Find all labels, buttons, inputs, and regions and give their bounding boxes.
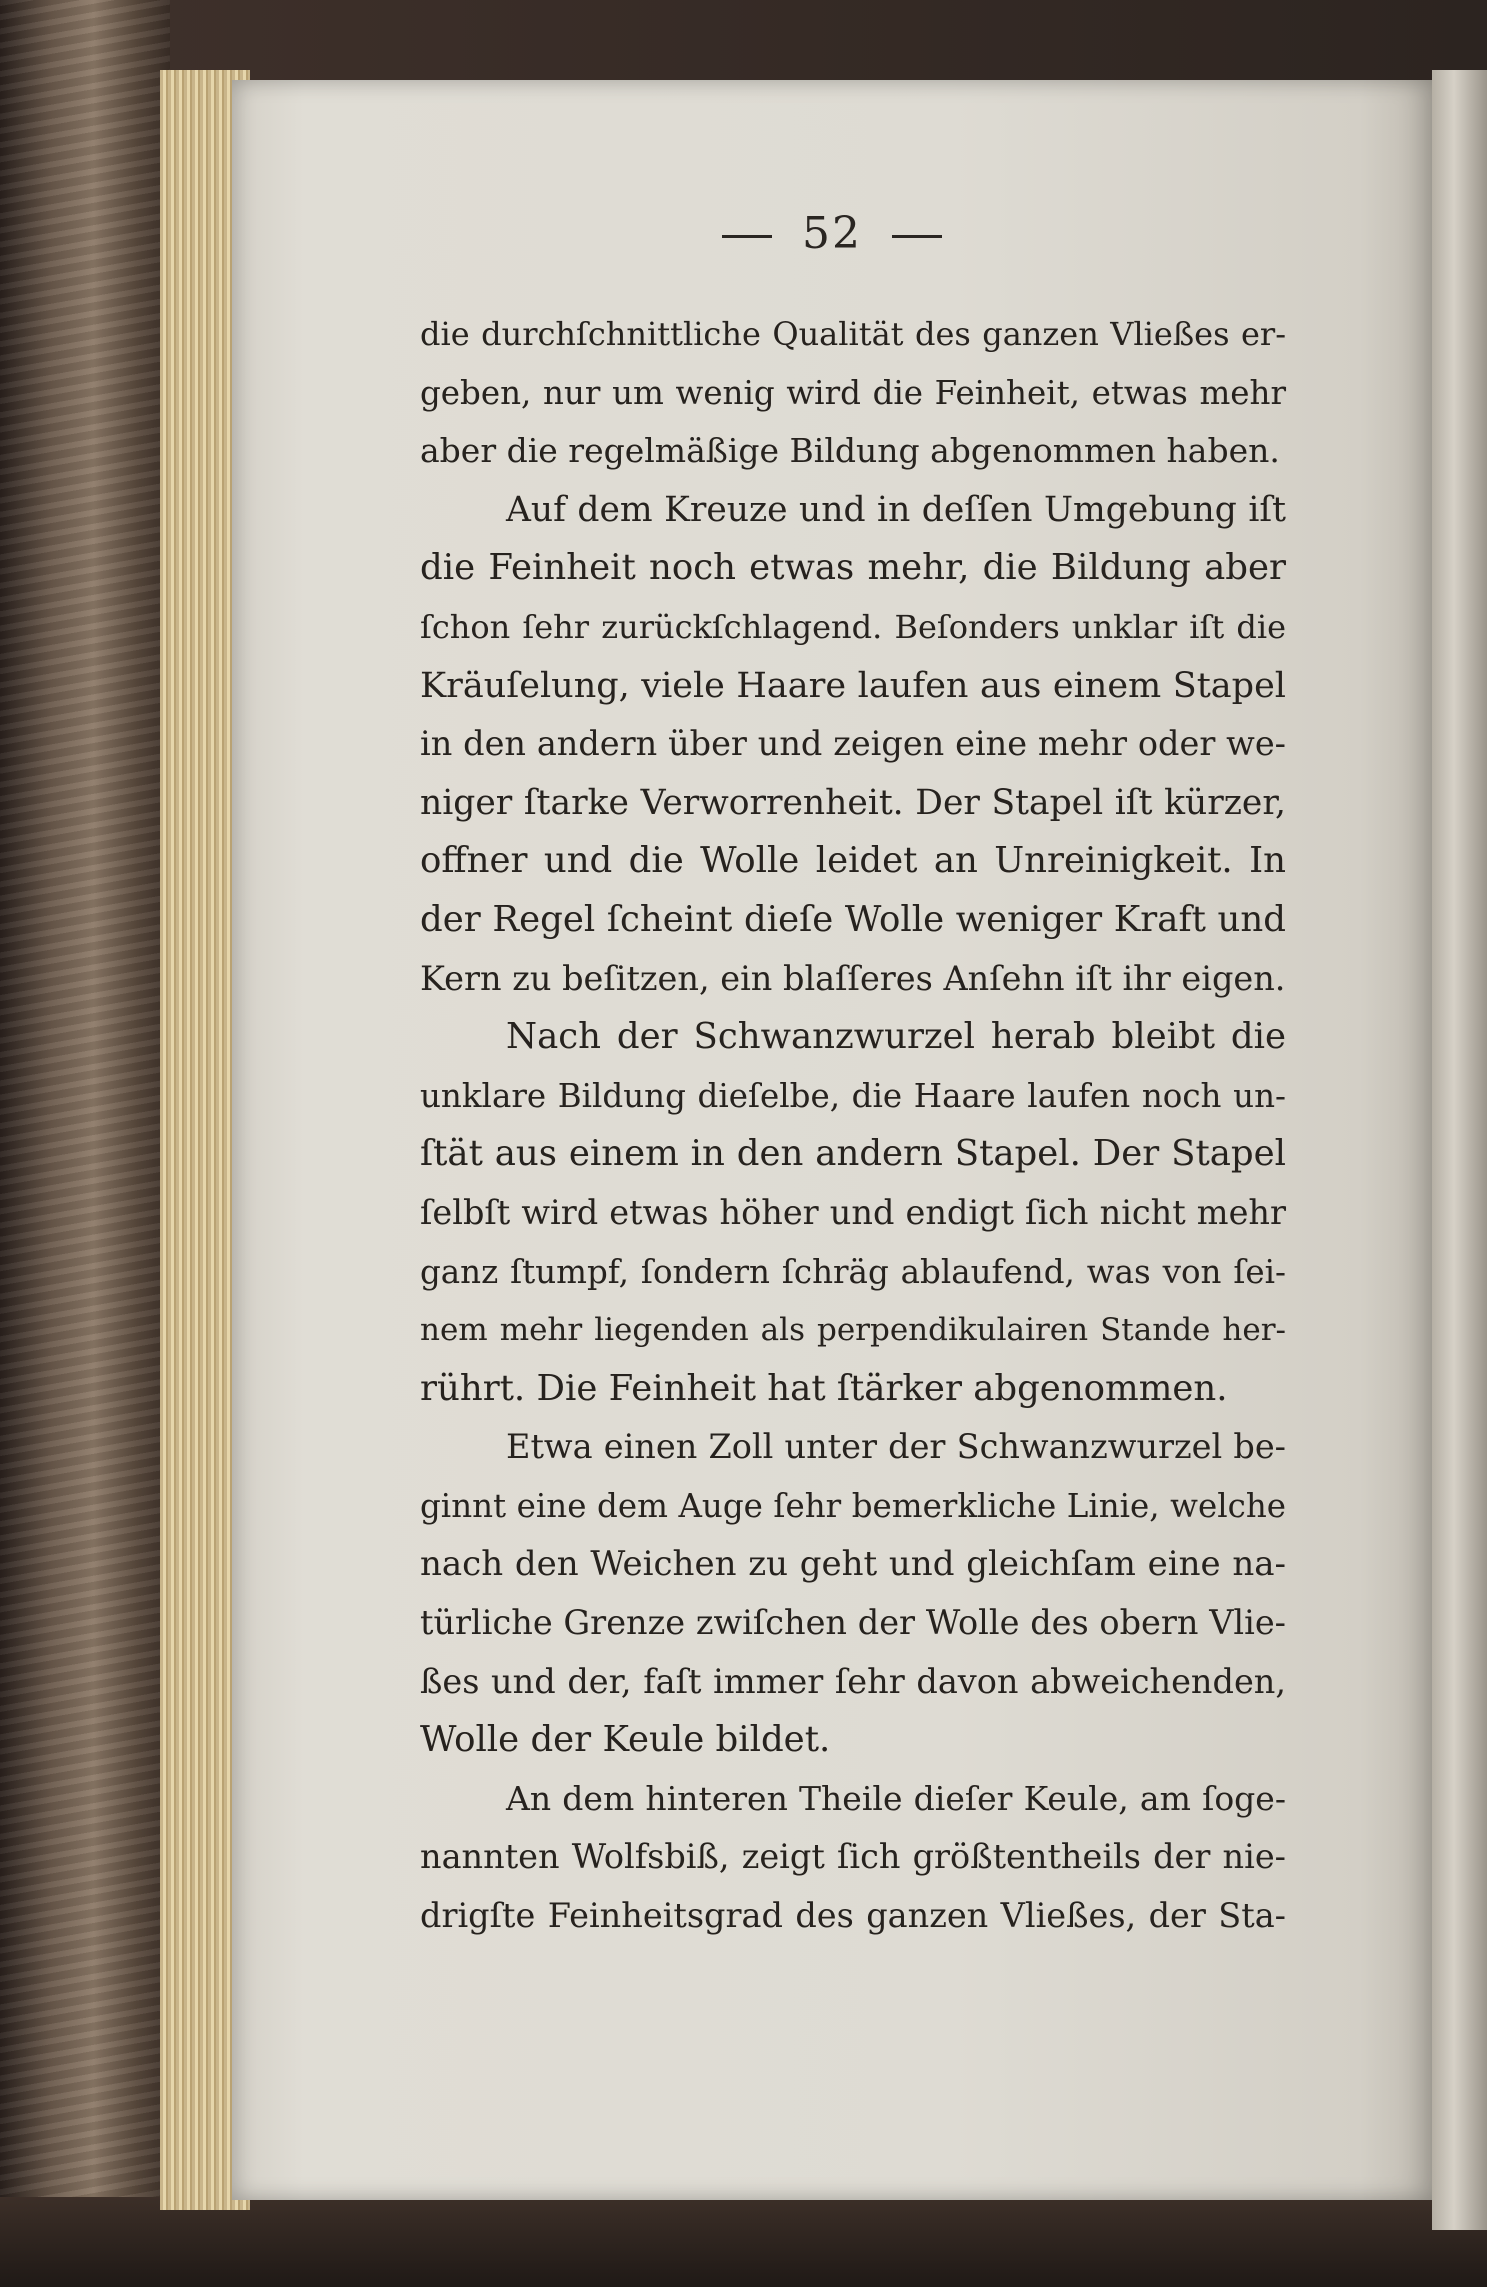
- text-line: Kräuſelung, viele Haare laufen aus einem Stapel: [420, 665, 1286, 706]
- page-text-body: [420, 305, 1286, 1946]
- text-line: drigſte Feinheitsgrad des ganzen Vließes, der Sta-: [420, 1896, 1286, 1936]
- page-number-header: [232, 208, 1432, 259]
- text-line: Nach der Schwanzwurzel herab bleibt die: [506, 1016, 1286, 1058]
- text-line: nannten Wolfsbiß, zeigt ſich größtentheils der nie-: [420, 1837, 1286, 1877]
- text-line: geben, nur um wenig wird die Feinheit, etwas mehr: [420, 373, 1286, 412]
- header-dash-right: [892, 235, 942, 238]
- text-line: die durchſchnittliche Qualität des ganzen Vließes er-: [420, 315, 1286, 353]
- text-line: ſtät aus einem in den andern Stapel. Der Stapel: [420, 1133, 1286, 1175]
- text-line: nem mehr liegenden als perpendikulairen Stande her-: [420, 1312, 1286, 1349]
- text-line: nach den Weichen zu geht und gleichſam eine na-: [420, 1544, 1286, 1585]
- text-line: offner und die Wolle leidet an Unreinigkeit. In: [420, 840, 1286, 882]
- text-line: türliche Grenze zwiſchen der Wolle des obern Vlie-: [420, 1603, 1286, 1643]
- text-line: die Feinheit noch etwas mehr, die Bildung aber: [420, 547, 1286, 589]
- text-line: Etwa einen Zoll unter der Schwanzwurzel be-: [506, 1427, 1286, 1467]
- page-number: 52: [802, 208, 862, 259]
- text-line: Wolle der Keule bildet.: [420, 1719, 831, 1761]
- text-line: ſchon ſehr zurückſchlagend. Beſonders unklar iſt die: [420, 607, 1286, 646]
- text-line: der Regel ſcheint dieſe Wolle weniger Kraft und: [420, 898, 1286, 940]
- text-line: Auf dem Kreuze und in deſſen Umgebung iſt: [506, 489, 1286, 530]
- book-cover-left: [0, 0, 170, 2287]
- text-line: in den andern über und zeigen eine mehr oder we-: [420, 724, 1286, 764]
- text-line: Kern zu beſitzen, ein blaſſeres Anſehn iſt ihr eigen.: [420, 958, 1286, 998]
- text-line: rührt. Die Feinheit hat ſtärker abgenommen.: [420, 1367, 1228, 1409]
- facing-page-edge: [1432, 70, 1487, 2230]
- text-line: ſelbſt wird etwas höher und endigt ſich nicht mehr: [420, 1192, 1286, 1232]
- text-line: unklare Bildung dieſelbe, die Haare laufen noch un-: [420, 1076, 1286, 1115]
- book-cover-bottom: [0, 2197, 1487, 2287]
- text-line: ßes und der, faſt immer ſehr davon abweichenden,: [420, 1661, 1286, 1701]
- header-dash-left: [722, 235, 772, 238]
- text-line: niger ſtarke Verworrenheit. Der Stapel iſt kürzer,: [420, 782, 1286, 823]
- text-line: aber die regelmäßige Bildung abgenommen haben.: [420, 431, 1280, 471]
- book-page: [232, 80, 1432, 2200]
- text-line: An dem hinteren Theile dieſer Keule, am ſoge-: [506, 1778, 1286, 1818]
- text-line: ginnt eine dem Auge ſehr bemerkliche Linie, welche: [420, 1486, 1286, 1525]
- text-line: ganz ſtumpf, ſondern ſchräg ablaufend, was von ſei-: [420, 1252, 1286, 1291]
